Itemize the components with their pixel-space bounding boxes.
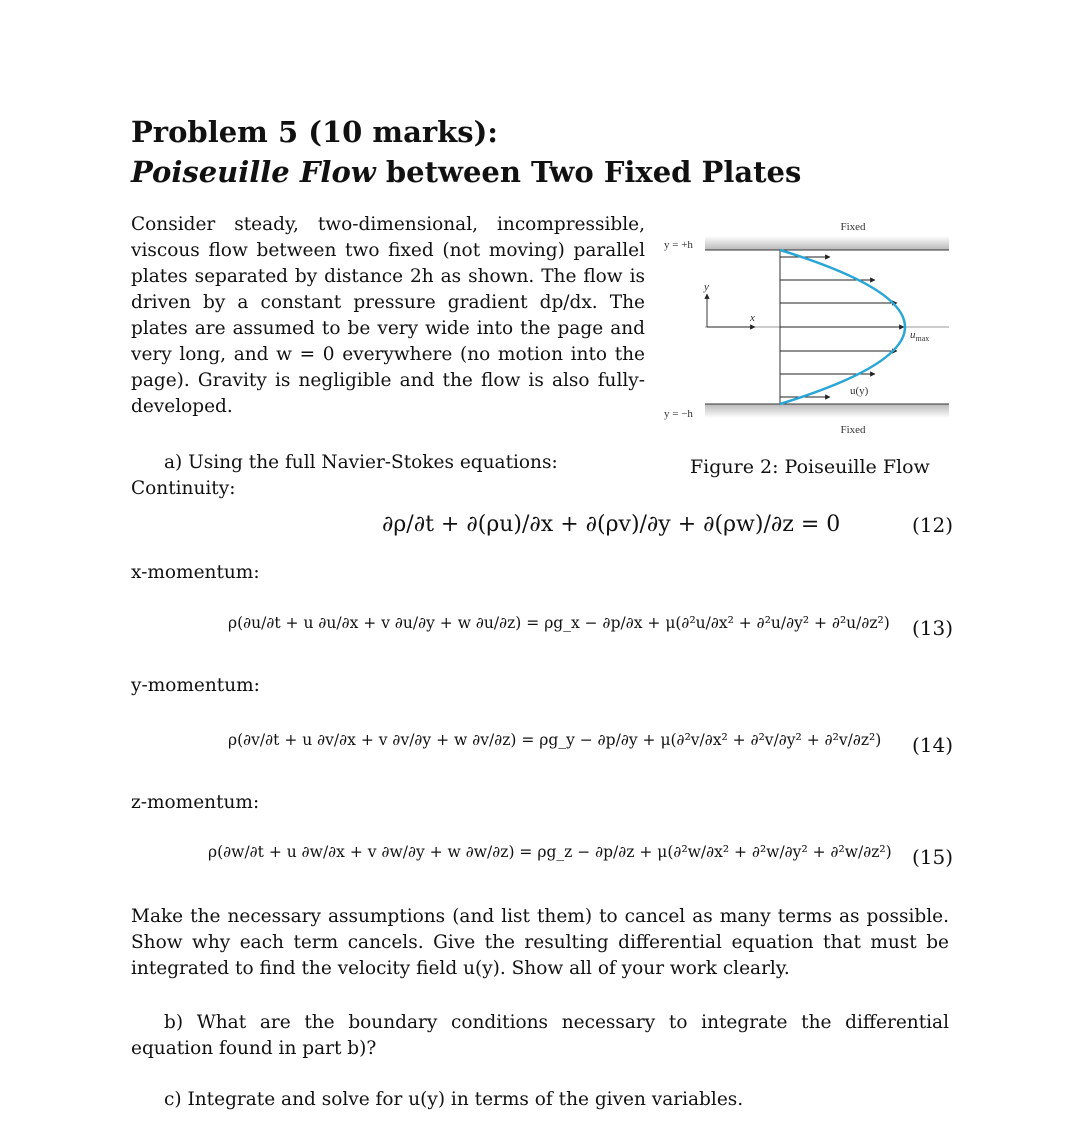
y-top-label: y = +h	[664, 239, 693, 251]
top-plate	[705, 236, 949, 250]
equation-number: (14)	[912, 733, 954, 757]
figure-caption: Figure 2: Poiseuille Flow	[690, 456, 930, 478]
umax-sub: max	[915, 334, 930, 343]
equation-x-momentum: ρ(∂u/∂t + u ∂u/∂x + v ∂u/∂y + w ∂u/∂z) = ρg_x − ∂p/∂x + μ(∂²u/∂x² + ∂²u/∂y² + ∂²u/∂z²)	[228, 614, 890, 632]
x-momentum-label: x-momentum:	[131, 562, 260, 583]
velocity-arrows	[780, 257, 904, 397]
axis-x-label: x	[750, 312, 755, 324]
poiseuille-figure	[660, 212, 960, 442]
continuity-label: Continuity:	[131, 478, 236, 499]
equation-number: (15)	[912, 845, 954, 869]
equation-y-momentum: ρ(∂v/∂t + u ∂v/∂x + v ∂v/∂y + w ∂v/∂z) = ρg_y − ∂p/∂y + μ(∂²v/∂x² + ∂²v/∂y² + ∂²v/∂z²)	[228, 731, 882, 749]
bottom-plate	[705, 404, 949, 418]
equation-number: (12)	[912, 513, 954, 537]
umax-main: u	[910, 329, 916, 341]
equation-continuity: ∂ρ/∂t + ∂(ρu)/∂x + ∂(ρv)/∂y + ∂(ρw)/∂z = 0	[382, 512, 841, 537]
part-b-text: b) What are the boundary conditions necessary to integrate the differential equation found in part b)?	[131, 1012, 949, 1059]
subtitle-italic: Poiseuille Flow	[131, 155, 376, 189]
z-momentum-label: z-momentum:	[131, 792, 260, 813]
part-c-text: c) Integrate and solve for u(y) in terms of the given variables.	[164, 1089, 744, 1110]
equation-number: (13)	[912, 616, 954, 640]
equation-z-momentum: ρ(∂w/∂t + u ∂w/∂x + v ∂w/∂y + w ∂w/∂z) = ρg_z − ∂p/∂z + μ(∂²w/∂x² + ∂²w/∂y² + ∂²w/∂z²)	[208, 843, 892, 861]
subtitle-rest: between Two Fixed Plates	[375, 155, 802, 189]
part-a-text: a) Using the full Navier-Stokes equations:	[164, 452, 558, 473]
problem-title: Problem 5 (10 marks):	[131, 115, 499, 149]
y-momentum-label: y-momentum:	[131, 675, 260, 696]
profile-label: u(y)	[850, 385, 869, 397]
instructions-paragraph: Make the necessary assumptions (and list them) to cancel as many terms as possible. Show why each term cancels. Give the resulting differential equation that must be integrated to find the velocity field u(y). Show all of your work clearly.	[131, 906, 949, 979]
fixed-label-bottom: Fixed	[840, 424, 866, 436]
problem-subtitle	[131, 155, 802, 189]
y-bottom-label: y = −h	[664, 408, 693, 420]
fixed-label-top: Fixed	[840, 221, 866, 233]
umax-label	[910, 329, 929, 343]
axis-y-label: y	[704, 281, 709, 293]
intro-paragraph: Consider steady, two-dimensional, incompressible, viscous flow between two fixed (not moving) parallel plates separated by distance 2h as shown. The flow is driven by a constant pressure gradient dp/dx. The plates are assumed to be very wide into the page and very long, and w = 0 everywhere (no motion into the page). Gravity is negligible and the flow is also fully-developed.	[131, 214, 645, 417]
